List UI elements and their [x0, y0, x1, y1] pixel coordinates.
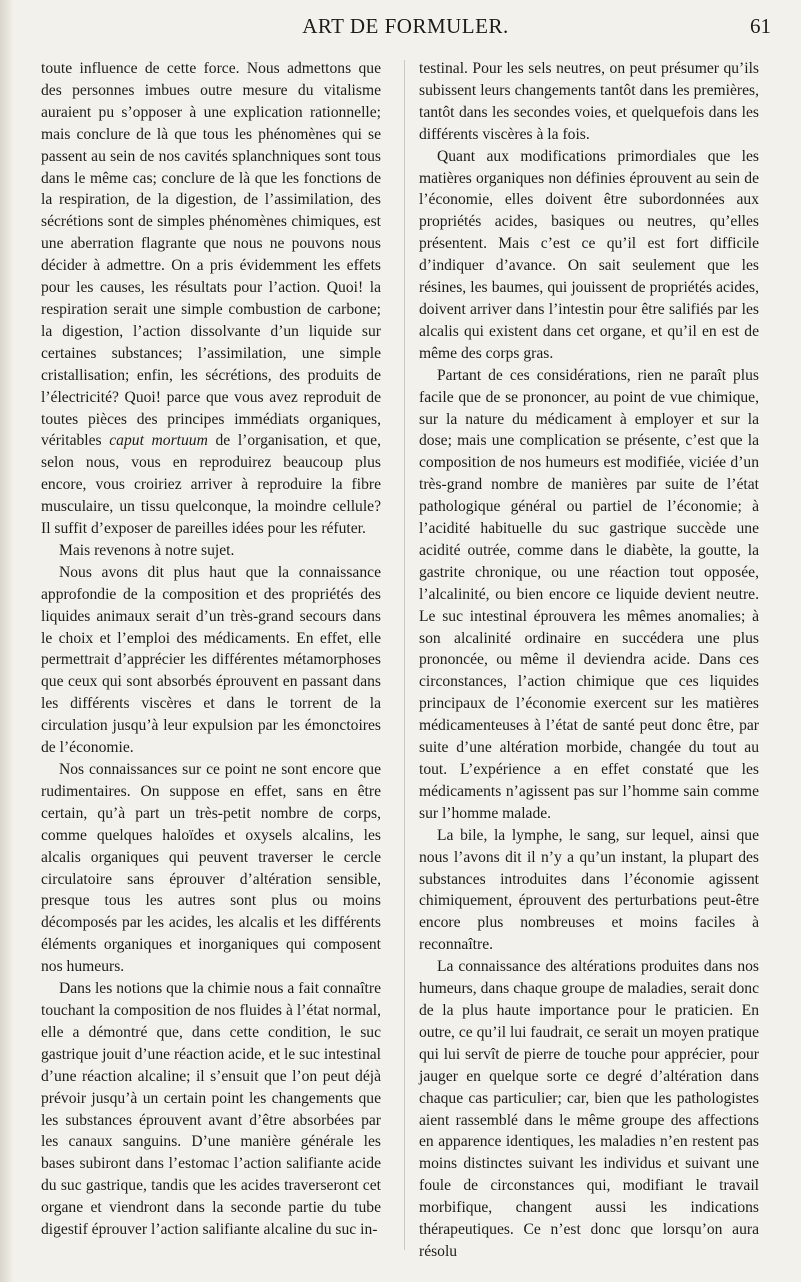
italic-term: caput mortuum [109, 432, 208, 450]
paragraph: Dans les notions que la chimie nous a fait connaître touchant la composition de nos fluides à l’état normal, elle a démontré que, dans cette condition, le suc gastrique jouit d’une réaction acide, et le suc intestinal d’une réaction alcaline; il s’ensuit que l’on peut déjà prévoir jusqu’à un certain point les changements que les substances éprouvent avant d’être absorbées par les canaux sanguins. D’une manière générale les bases subiront dans l’estomac l’action salifiante acide du suc gastrique, tandis que les acides traverseront cet organe et viendront dans la seconde partie du tube digestif éprouver l’action salifiante alcaline du suc in- [41, 980, 381, 1239]
paragraph: Quant aux modifications primordiales que les matières organiques non définies éprouvent au sein de l’économie, elles doivent être subordonnées aux propriétés acides, basiques ou neutres, qu’elles présentent. Mais c’est ce qu’il est fort difficile d’indiquer d’avance. On sait seulement que les résines, les baumes, qui jouissent de propriétés acides, doivent arriver dans l’intestin pour être salifiés par les alcalis qui existent dans cet organe, et qu’il en est de même des corps gras. [419, 147, 759, 362]
paragraph: La connaissance des altérations produites dans nos humeurs, dans chaque groupe de maladies, serait donc de la plus haute importance pour le praticien. En outre, ce qu’il lui faudrait, ce serait un moyen pratique qui lui servît de pierre de touche pour apprécier, pour jauger en quelque sorte ce degré d’altération dans chaque cas particulier; car, bien que les pathologistes aient rassemblé dans le même groupe des affections en apparence identiques, les maladies n’en restent pas moins distinctes suivant les individus et suivant une foule de circonstances qui, modifiant le travail morbifique, changent aussi les indications thérapeutiques. Ce n’est donc que lorsqu’on aura résolu [419, 958, 759, 1260]
column-divider [404, 60, 405, 1250]
paragraph-text: toute influence de cette force. Nous admettons que des personnes imbues outre mesure du vitalisme auraient pu s’opposer à une explication rationnelle; mais conclure de là que tous les phénomènes qui se passent au sein de nos cavités splanchniques sont tous dans le même cas; conclure de là que les fonctions de la respiration, de la digestion, de l’assimilation, des sécrétions sont de simples phénomènes chimiques, est une aberration flagrante que nous ne pouvons nous décider à admettre. On a pris évidemment les effets pour les causes, les résultats pour l’action. Quoi! la respiration serait une simple combustion de carbone; la digestion, l’action dissolvante d’un liquide sur certaines substances; l’assimilation, une simple cristallisation; enfin, les sécrétions, des produits de l’électricité? Quoi! parce que vous avez reproduit de toutes pièces des principes immédiats organiques, véritables [41, 60, 381, 450]
paragraph: Mais revenons à notre sujet. [59, 541, 235, 559]
right-column [419, 58, 759, 1263]
paragraph-text: de l’organisation, et que, selon nous, vous en reproduirez beaucoup plus encore, vous croiriez arriver à reproduire la fibre musculaire, un tissu quelconque, la moindre cellule? Il suffit d’exposer de pareilles idées pour les réfuter. [41, 432, 381, 538]
left-column [41, 58, 381, 1241]
paragraph: Partant de ces considérations, rien ne paraît plus facile que de se prononcer, au point de vue chimique, sur la nature du médicament à employer et sur la dose; mais une complication se présente, c’est que la composition de nos humeurs est modifiée, viciée d’un très-grand nombre de manières par suite de l’état pathologique général ou partiel de l’économie; à l’acidité habituelle du suc gastrique succède une acidité outrée, comme dans le diabète, la goutte, la gastrite chronique, ou une réaction tout opposée, l’alcalinité, ou bien encore ce liquide devient neutre. Le suc intestinal éprouvera les mêmes anomalies; à son alcalinité ordinaire en succédera une plus prononcée, ou même il deviendra acide. Dans ces circonstances, l’action chimique que ces liquides principaux de l’économie exercent sur les matières médicamenteuses à l’état de santé peut donc être, par suite d’une altération morbide, changée du tout au tout. L’expérience a en effet constaté que les médicaments n’agissent pas sur l’homme sain comme sur l’homme malade. [419, 366, 759, 822]
paragraph: testinal. Pour les sels neutres, on peut présumer qu’ils subissent leurs changements tantôt dans les premières, tantôt dans les secondes voies, et quelquefois dans les différents viscères à la fois. [419, 60, 759, 143]
running-title: ART DE FORMULER. [302, 14, 509, 38]
page-number: 61 [750, 14, 771, 38]
paragraph: Nous avons dit plus haut que la connaissance approfondie de la composition et des propriétés des liquides animaux serait d’un très-grand secours dans le choix et l’emploi des médicaments. En effet, elle permettrait d’apprécier les différentes métamorphoses que ceux qui sont absorbés éprouvent en passant dans les différents viscères et dans le torrent de la circulation jusqu’à leur expulsion par les émonctoires de l’économie. [41, 563, 381, 757]
page-header [40, 14, 771, 42]
paragraph: Nos connaissances sur ce point ne sont encore que rudimentaires. On suppose en effet, sans en être certain, qu’à part un très-petit nombre de corps, comme quelques haloïdes et oxysels alcalins, les alcalis organiques qui peuvent traverser le cercle circulatoire sans éprouver d’altération sensible, presque tous les autres sont plus ou moins décomposés par les acides, les alcalis et les différents éléments organiques et inorganiques qui composent nos humeurs. [41, 761, 381, 976]
page-gutter-shadow [0, 0, 14, 1282]
paragraph: La bile, la lymphe, le sang, sur lequel, ainsi que nous l’avons dit il n’y a qu’un instant, la plupart des substances introduites dans l’économie agissent chimiquement, éprouvent des perturbations peut-être encore plus nombreuses et moins faciles à reconnaître. [419, 826, 759, 954]
paragraph [41, 58, 381, 540]
